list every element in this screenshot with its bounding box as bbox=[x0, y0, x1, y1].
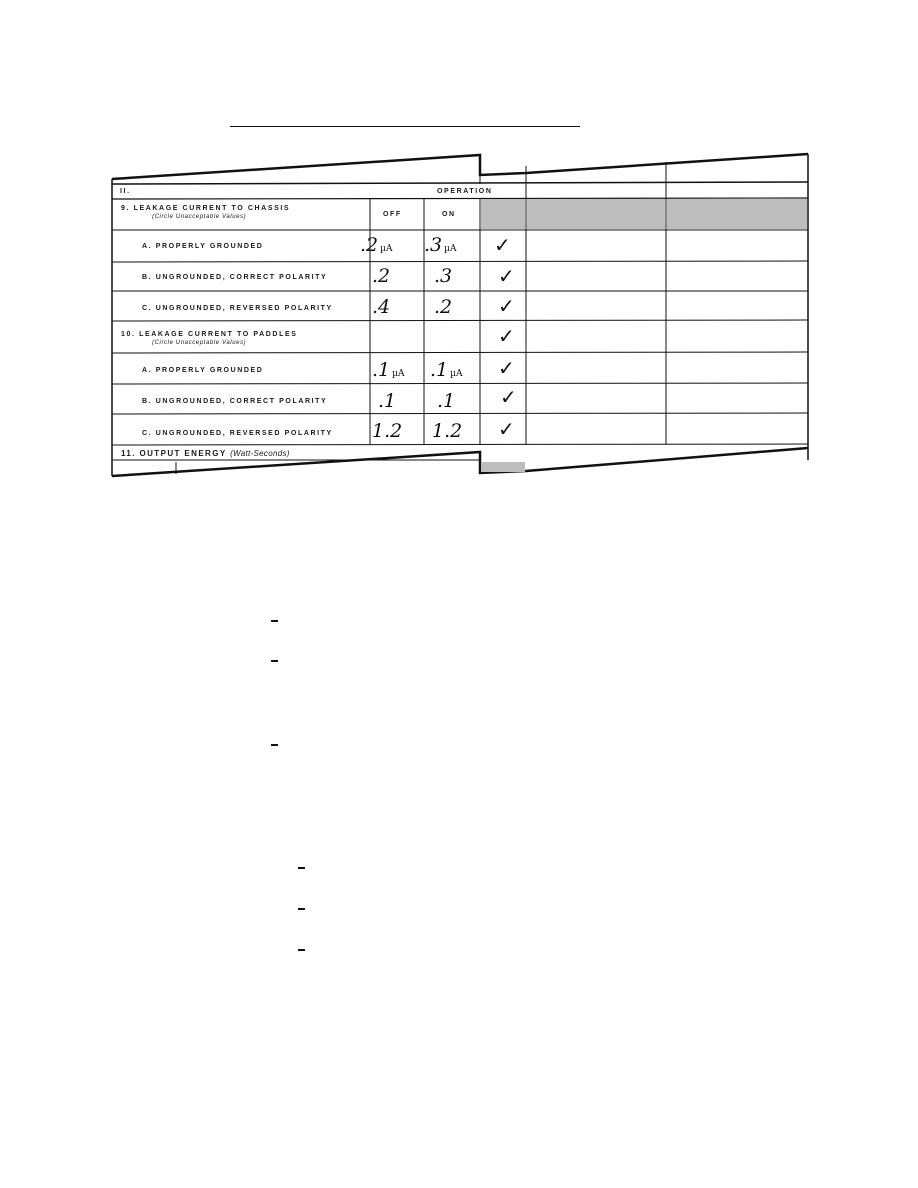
bullet-mark bbox=[271, 744, 278, 746]
group-subtitle-chassis: (Circle Unacceptable Values) bbox=[152, 214, 247, 220]
column-header-on: ON bbox=[442, 211, 456, 218]
reading-off: .4 bbox=[372, 296, 391, 318]
section-label: II. bbox=[120, 188, 131, 195]
bullet-mark bbox=[298, 908, 305, 910]
column-header-off: OFF bbox=[383, 211, 402, 218]
output-energy-label: 11. OUTPUT ENERGY (Watt-Seconds) bbox=[121, 449, 290, 458]
inspection-form-excerpt bbox=[0, 0, 918, 520]
checkmark-icon: ✓ bbox=[494, 233, 511, 257]
reading-on: .1 bbox=[437, 390, 456, 412]
checkmark-icon: ✓ bbox=[498, 294, 515, 318]
bullet-mark bbox=[298, 867, 305, 869]
checkmark-icon: ✓ bbox=[498, 324, 515, 348]
reading-on: .1 µA bbox=[430, 359, 463, 381]
checkmark-icon: ✓ bbox=[500, 385, 517, 409]
bullet-mark bbox=[271, 660, 278, 662]
row-label: C. UNGROUNDED, REVERSED POLARITY bbox=[142, 305, 333, 312]
group-subtitle-paddles: (Circle Unacceptable Values) bbox=[152, 340, 247, 346]
reading-off: 1.2 bbox=[372, 420, 403, 442]
reading-off: .2 bbox=[372, 265, 391, 287]
checkmark-icon: ✓ bbox=[498, 264, 515, 288]
reading-off: .1 bbox=[378, 390, 397, 412]
bullet-mark bbox=[271, 620, 278, 622]
row-label: B. UNGROUNDED, CORRECT POLARITY bbox=[142, 274, 328, 281]
row-label: B. UNGROUNDED, CORRECT POLARITY bbox=[142, 398, 328, 405]
reading-on: .2 bbox=[434, 296, 453, 318]
group-title-chassis: 9. LEAKAGE CURRENT TO CHASSIS bbox=[121, 205, 291, 212]
row-label: C. UNGROUNDED, REVERSED POLARITY bbox=[142, 430, 333, 437]
checkmark-icon: ✓ bbox=[498, 356, 515, 380]
row-label: A. PROPERLY GROUNDED bbox=[142, 367, 264, 374]
reading-on: .3 bbox=[434, 265, 453, 287]
checkmark-icon: ✓ bbox=[498, 417, 515, 441]
bullet-mark bbox=[298, 949, 305, 951]
form-grid bbox=[0, 0, 918, 520]
reading-off: .2 µA bbox=[360, 234, 393, 256]
reading-off: .1 µA bbox=[372, 359, 405, 381]
group-title-paddles: 10. LEAKAGE CURRENT TO PADDLES bbox=[121, 331, 298, 338]
row-label: A. PROPERLY GROUNDED bbox=[142, 243, 264, 250]
reading-on: .3 µA bbox=[424, 234, 457, 256]
reading-on: 1.2 bbox=[432, 420, 463, 442]
section-header: OPERATION bbox=[437, 188, 493, 195]
